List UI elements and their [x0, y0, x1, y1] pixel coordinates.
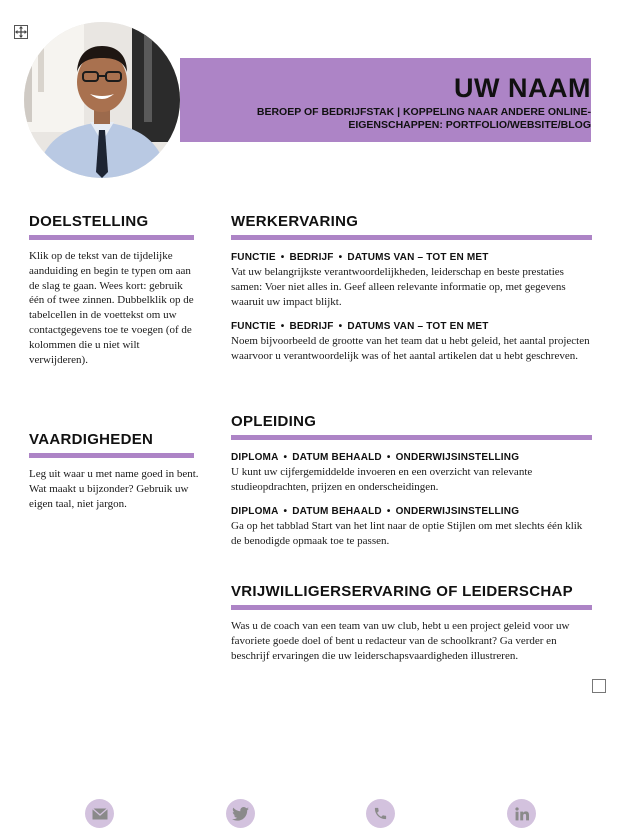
experience-heading[interactable]: WERKERVARING [231, 213, 359, 230]
email-icon[interactable] [85, 799, 114, 828]
volunteer-text[interactable]: Was u de coach van een team van uw club, hebt u een project geleid voor uw favoriete goede doel of bent u redacteur van de schoolkrant? Ga verder en beschrijf ervaringen die uw leiderschapsvaardigheden illustreren. [231, 620, 570, 662]
education-entry-text[interactable]: Ga op het tabblad Start van het lint naar de optie Stijlen om met slechts één klik de benodigde opmaak toe te passen. [231, 520, 583, 547]
profile-photo[interactable] [24, 22, 180, 178]
education-rule [231, 435, 592, 440]
experience-entry-title[interactable]: FUNCTIE • BEDRIJF • DATUMS VAN – TOT EN MET [231, 321, 489, 332]
twitter-icon[interactable] [226, 799, 255, 828]
skills-text[interactable]: Leg uit waar u met name goed in bent. Wat maakt u bijzonder? Gebruik uw eigen taal, niet jargon. [29, 468, 199, 510]
table-move-handle-icon[interactable] [14, 25, 28, 39]
profession-tagline[interactable]: BEROEP OF BEDRIJFSTAK | KOPPELING NAAR ANDERE ONLINE-EIGENSCHAPPEN: PORTFOLIO/WEBSITE/BLOG [256, 106, 591, 131]
experience-entry-text[interactable]: Vat uw belangrijkste verantwoordelijkheden, leiderschap en beste prestaties samen: Voer niet alles in. Geef alleen relevante informatie op, met gegevens waaruit uw impact blijkt. [231, 266, 566, 308]
objective-text[interactable]: Klik op de tekst van de tijdelijke aanduiding en begin te typen om aan de slag te gaan. Wees kort: gebruik één of twee zinnen. Dubbelklik op de tabelcellen in de voettekst om uw contactgegevens toe te voegen (of de kolommen die u niet wilt verwijderen). [29, 250, 194, 366]
volunteer-rule [231, 605, 592, 610]
objective-rule [29, 235, 194, 240]
experience-rule [231, 235, 592, 240]
phone-icon[interactable] [366, 799, 395, 828]
candidate-name[interactable]: UW NAAM [454, 73, 591, 103]
experience-entry-title[interactable]: FUNCTIE • BEDRIJF • DATUMS VAN – TOT EN MET [231, 252, 489, 263]
skills-rule [29, 453, 194, 458]
skills-heading[interactable]: VAARDIGHEDEN [29, 431, 154, 448]
education-entry-title[interactable]: DIPLOMA • DATUM BEHAALD • ONDERWIJSINSTELLING [231, 452, 520, 463]
table-resize-handle-icon[interactable] [592, 679, 606, 693]
education-heading[interactable]: OPLEIDING [231, 413, 317, 430]
linkedin-icon[interactable] [507, 799, 536, 828]
volunteer-heading[interactable]: VRIJWILLIGERSERVARING OF LEIDERSCHAP [231, 583, 573, 600]
education-entry-text[interactable]: U kunt uw cijfergemiddelde invoeren en een overzicht van relevante studieopdrachten, prijzen en onderscheidingen. [231, 466, 533, 493]
objective-heading[interactable]: DOELSTELLING [29, 213, 149, 230]
experience-entry-text[interactable]: Noem bijvoorbeeld de grootte van het team dat u hebt geleid, het aantal projecten waarvoor u verantwoordelijk was of het aantal artikelen dat u hebt geschreven. [231, 335, 590, 362]
education-entry-title[interactable]: DIPLOMA • DATUM BEHAALD • ONDERWIJSINSTELLING [231, 506, 520, 517]
